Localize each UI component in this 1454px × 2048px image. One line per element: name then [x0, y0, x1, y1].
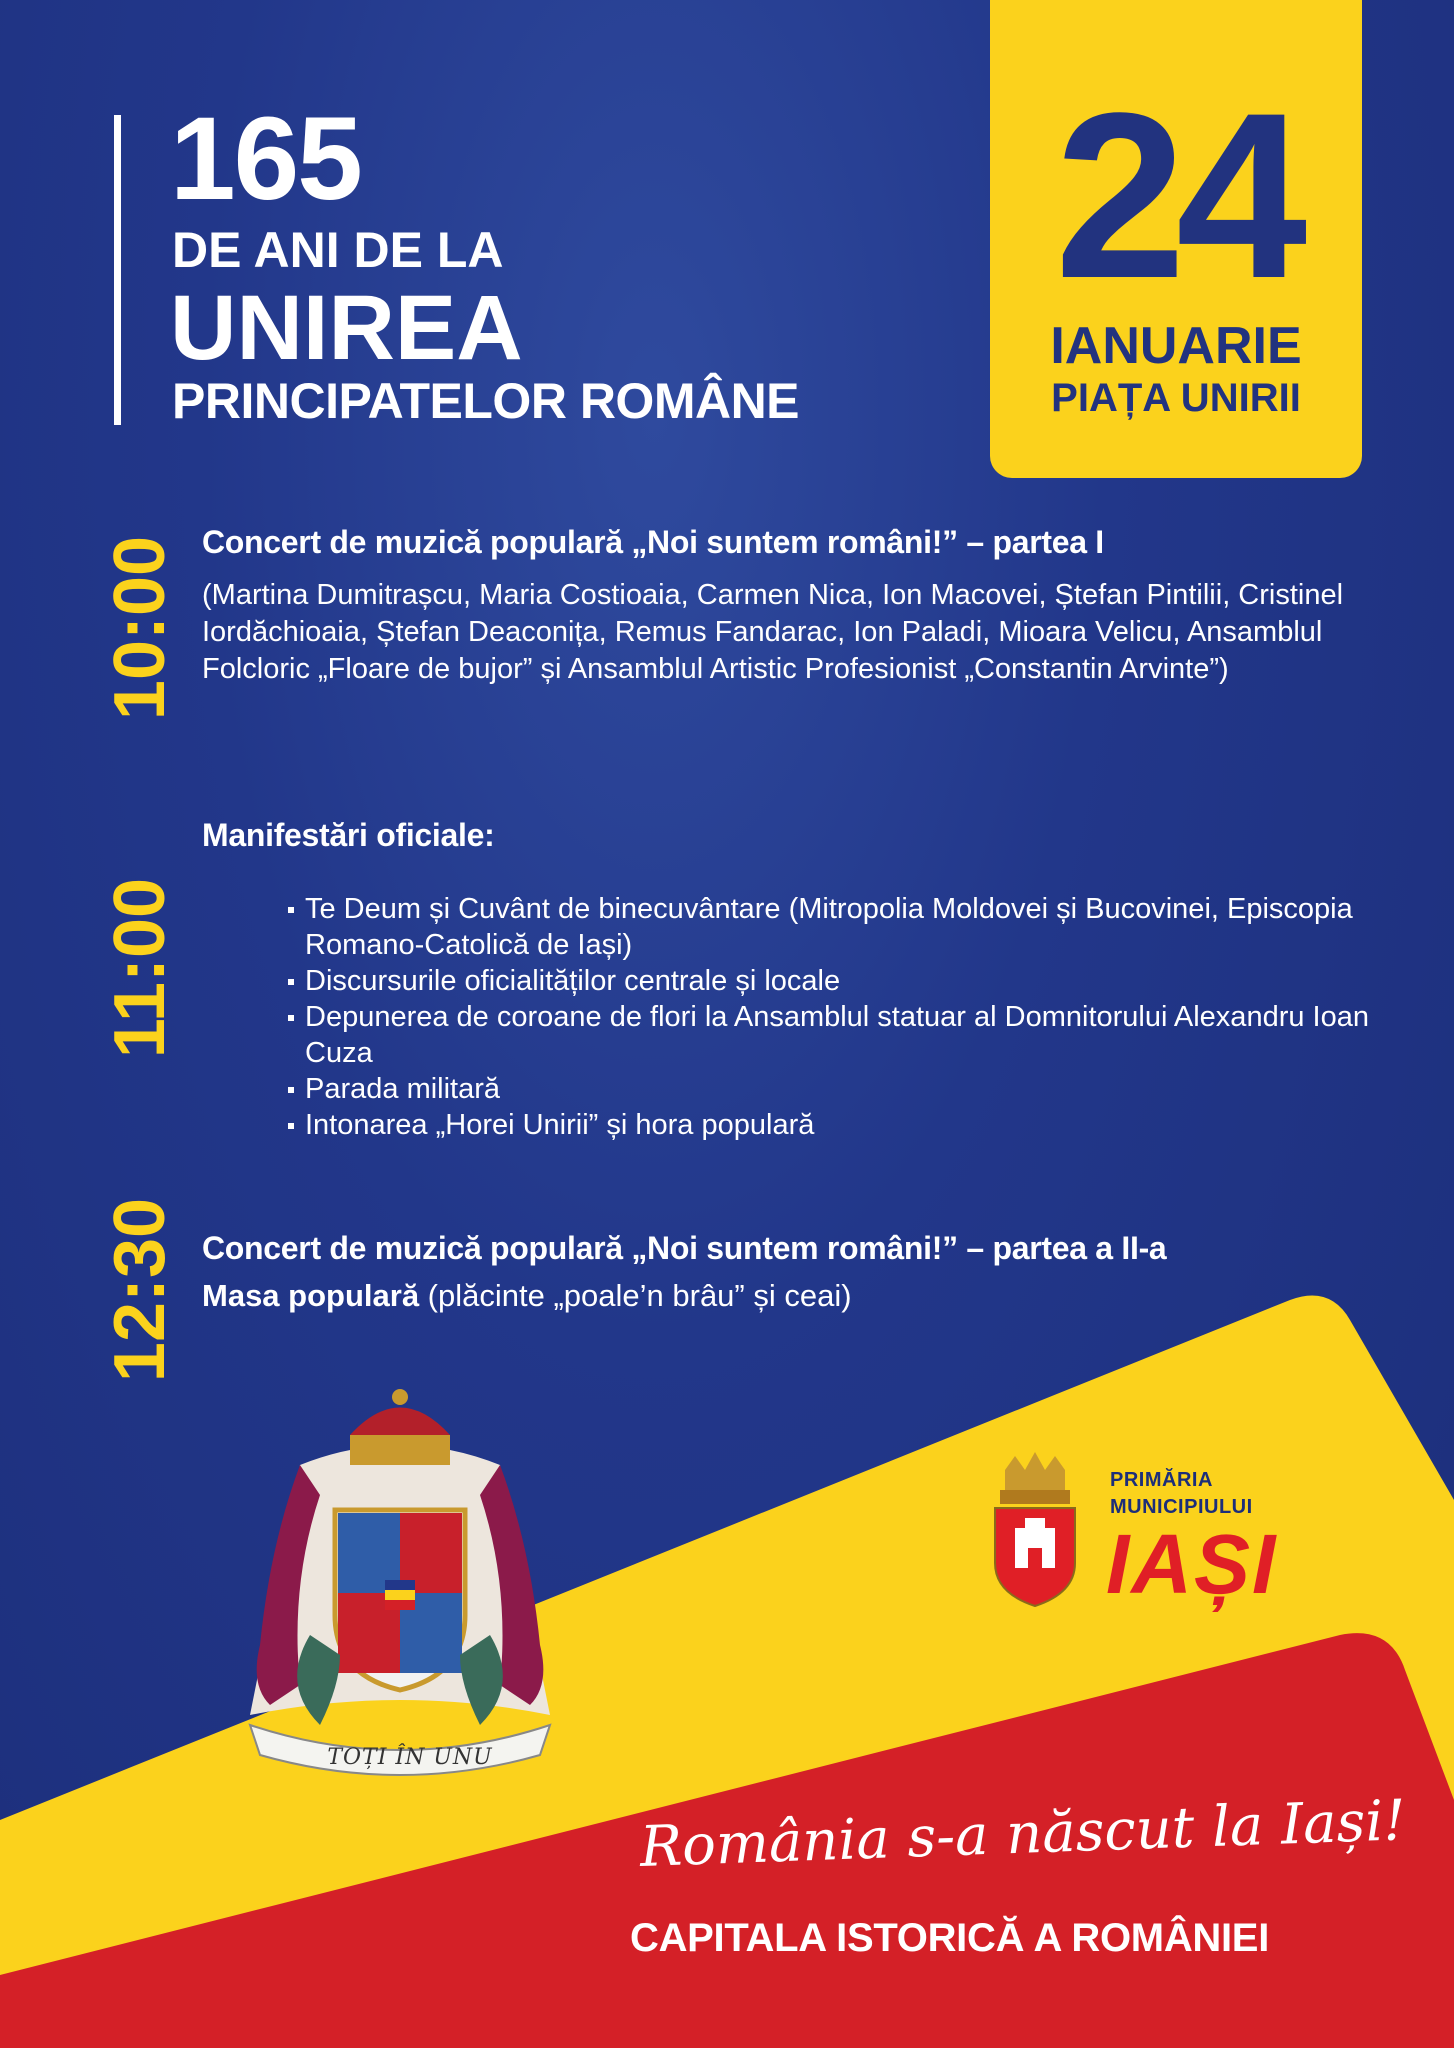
date-day: 24: [1054, 64, 1298, 328]
footer-slogan: România s-a născut la Iași!: [638, 1788, 1407, 1880]
list-item: Depunerea de coroane de flori la Ansamblul statuar al Domnitorului Alexandru Ioan Cuza: [285, 999, 1385, 1071]
slot-2-list: [285, 891, 1385, 1143]
time-slot-1: 10:00: [100, 535, 180, 721]
header-divider: [114, 115, 121, 425]
anniversary-years: 165: [170, 93, 361, 225]
list-item: Intonarea „Horei Unirii” și hora populară: [285, 1107, 1385, 1143]
header-line-unirea: UNIREA: [170, 277, 523, 379]
slot-3-masa: [202, 1277, 852, 1314]
masa-label: Masa populară: [202, 1278, 420, 1313]
header-line-de-ani: DE ANI DE LA: [172, 222, 504, 278]
date-box: [990, 0, 1362, 478]
list-item: Parada militară: [285, 1071, 1385, 1107]
list-item: Te Deum și Cuvânt de binecuvântare (Mitropolia Moldovei și Bucovinei, Episcopia Romano-Catolică de Iași): [285, 891, 1385, 963]
coat-of-arms-image: [190, 1385, 610, 1805]
logo-line-municipiului: MUNICIPIULUI: [1110, 1496, 1253, 1518]
header-line-principatelor: PRINCIPATELOR ROMÂNE: [172, 373, 800, 429]
footer-tagline: CAPITALA ISTORICĂ A ROMÂNIEI: [630, 1916, 1270, 1960]
slot-3-title: Concert de muzică populară „Noi suntem români!” – partea a II-a: [202, 1230, 1167, 1266]
time-slot-3: 12:30: [100, 1197, 180, 1383]
coat-of-arms-motto: TOȚI ÎN UNU: [327, 1745, 493, 1770]
date-month: IANUARIE: [1050, 317, 1302, 375]
iasi-crest-icon: [990, 1448, 1080, 1608]
list-item: Discursurile oficialităților centrale și locale: [285, 963, 1385, 999]
slot-1-details: (Martina Dumitrașcu, Maria Costioaia, Carmen Nica, Ion Macovei, Ștefan Pintilii, Cristinel Iordăchioaia, Ștefan Deaconița, Remus Fandarac, Ion Paladi, Mioara Velicu, Ansamblul Folcloric „Floare de bujor” și Ansamblul Artistic Profesionist „Constantin Arvinte”): [202, 579, 1344, 685]
slot-1-title: Concert de muzică populară „Noi suntem români!” – partea I: [202, 524, 1104, 560]
logo-line-iasi: IAȘI: [1106, 1517, 1278, 1611]
slot-2-title: Manifestări oficiale:: [202, 817, 495, 853]
event-location: PIAȚA UNIRII: [1051, 376, 1301, 420]
masa-details: (plăcinte „poale’n brâu” și ceai): [419, 1278, 852, 1313]
time-slot-2: 11:00: [100, 877, 180, 1059]
logo-line-primaria: PRIMĂRIA: [1110, 1469, 1213, 1491]
